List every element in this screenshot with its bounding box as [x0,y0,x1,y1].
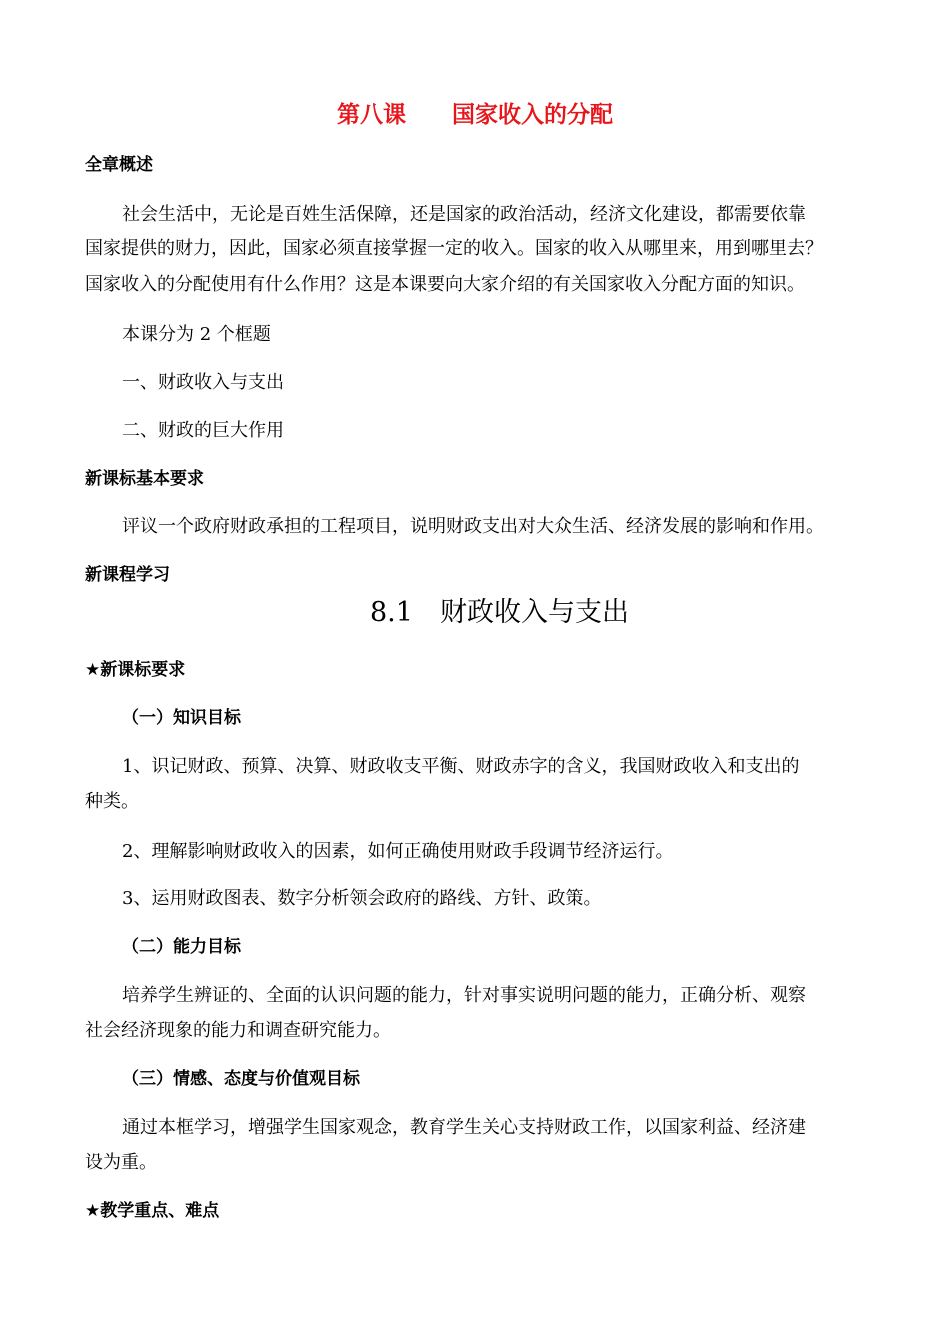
emotion-text-line-1: 通过本框学习，增强学生国家观念，教育学生关心支持财政工作，以国家利益、经济建 [122,1117,806,1138]
overview-paragraph-line-3: 国家收入的分配使用有什么作用？这是本课要向大家介绍的有关国家收入分配方面的知识。 [85,274,805,295]
ability-text-line-1: 培养学生辨证的、全面的认识问题的能力，针对事实说明问题的能力，正确分析、观察 [122,985,806,1006]
overview-paragraph-line-2: 国家提供的财力，因此，国家必须直接掌握一定的收入。国家的收入从哪里来，用到哪里去？ [85,238,823,259]
overview-heading: 全章概述 [85,155,153,175]
frame-item-1: 一、财政收入与支出 [122,372,284,393]
frames-intro: 本课分为 2 个框题 [122,324,271,345]
knowledge-item-3: 3、运用财政图表、数字分析领会政府的路线、方针、政策。 [122,888,602,909]
knowledge-item-2: 2、理解影响财政收入的因素，如何正确使用财政手段调节经济运行。 [122,841,674,862]
standard-text: 评议一个政府财政承担的工程项目，说明财政支出对大众生活、经济发展的影响和作用。 [122,516,824,537]
focus-heading: ★教学重点、难点 [85,1201,220,1221]
page-title: 第八课 国家收入的分配 [337,102,613,128]
requirements-heading: ★新课标要求 [85,660,186,680]
emotion-text-line-2: 设为重。 [85,1152,157,1173]
ability-heading: （二）能力目标 [122,937,241,957]
standard-heading: 新课标基本要求 [85,469,204,489]
knowledge-item-1-line-1: 1、识记财政、预算、决算、财政收支平衡、财政赤字的含义，我国财政收入和支出的 [122,756,800,777]
overview-paragraph-line-1: 社会生活中，无论是百姓生活保障，还是国家的政治活动，经济文化建设，都需要依靠 [122,204,806,225]
knowledge-heading: （一）知识目标 [122,708,241,728]
section-title: 8.1 财政收入与支出 [370,597,629,628]
knowledge-item-1-line-2: 种类。 [85,791,139,812]
study-heading: 新课程学习 [85,565,170,585]
emotion-heading: （三）情感、态度与价值观目标 [122,1069,360,1089]
ability-text-line-2: 社会经济现象的能力和调查研究能力。 [85,1020,391,1041]
frame-item-2: 二、财政的巨大作用 [122,420,284,441]
